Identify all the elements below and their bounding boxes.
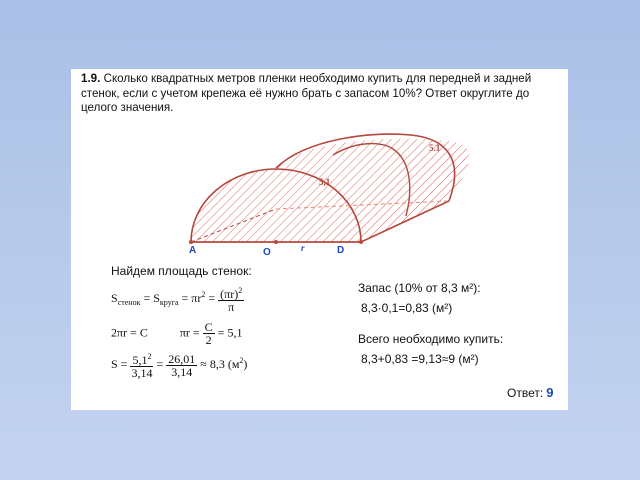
label-o: O: [263, 247, 271, 258]
formula-area: [111, 285, 244, 313]
frac-bot: π: [228, 300, 235, 314]
sub-walls: стенок: [117, 298, 141, 308]
formula-area-value: S = $\frac{5,1^2}{3,14}$ = $\frac{26,01}{3,14}$ ≈ 8,3 $(м^2)$: [111, 351, 248, 380]
answer-value: 9: [546, 385, 554, 400]
fraction-pir2-over-pi: [218, 285, 244, 313]
point-o-dot: [274, 240, 278, 244]
eq3: =: [208, 290, 216, 305]
fraction-51sq: $\frac{5,1^2}{3,14}$: [131, 352, 153, 380]
s-symbol: S: [111, 290, 118, 305]
total-heading: Всего необходимо купить:: [358, 332, 504, 346]
sup-2: 2: [201, 289, 206, 299]
point-d-dot: [359, 240, 363, 244]
frac-top-sup: 2: [238, 286, 243, 295]
problem-number: 1.9.: [81, 72, 101, 85]
reserve-calc: 8,3·0,1=0,83 (м²): [361, 301, 453, 315]
formula-circumference: [111, 321, 242, 346]
sub-circle: круга: [159, 298, 179, 308]
point-a-dot: [189, 240, 193, 244]
label-a: A: [189, 245, 197, 256]
eq2: = πr: [181, 290, 202, 305]
eq1: = S: [143, 290, 160, 305]
label-arc-front: 5,1: [319, 177, 331, 187]
label-r: r: [301, 243, 305, 253]
label-arc-back: 5.1: [429, 143, 441, 153]
fraction-c-over-2: $\frac{C}{2}$: [204, 320, 213, 347]
total-calc: 8,3+0,83 =9,13≈9 (м²): [361, 352, 479, 366]
fraction-2601: $\frac{26,01}{3,14}$: [168, 351, 196, 379]
frac-top: (πr): [220, 287, 239, 301]
pir-eq: πr =: [179, 325, 200, 340]
greenhouse-diagram: [71, 69, 568, 269]
answer: [507, 385, 553, 401]
label-d: D: [337, 245, 345, 256]
s-eq: S =: [111, 356, 128, 371]
area-result: ≈ 8,3 (м: [200, 356, 240, 371]
solution-heading: Найдем площадь стенок:: [111, 264, 252, 278]
reserve-heading: Запас (10% от 8,3 м²):: [358, 281, 481, 295]
answer-label: Ответ:: [507, 386, 544, 400]
slide: [71, 69, 568, 410]
pir-value: = 5,1: [217, 325, 243, 340]
circumference-eq: 2πr = C: [111, 325, 148, 340]
problem-text: Сколько квадратных метров пленки необходимо купить для передней и задней стенок, если с учетом крепежа её нужно брать с запасом 10%? Ответ округлите до целого значения.: [81, 72, 532, 114]
